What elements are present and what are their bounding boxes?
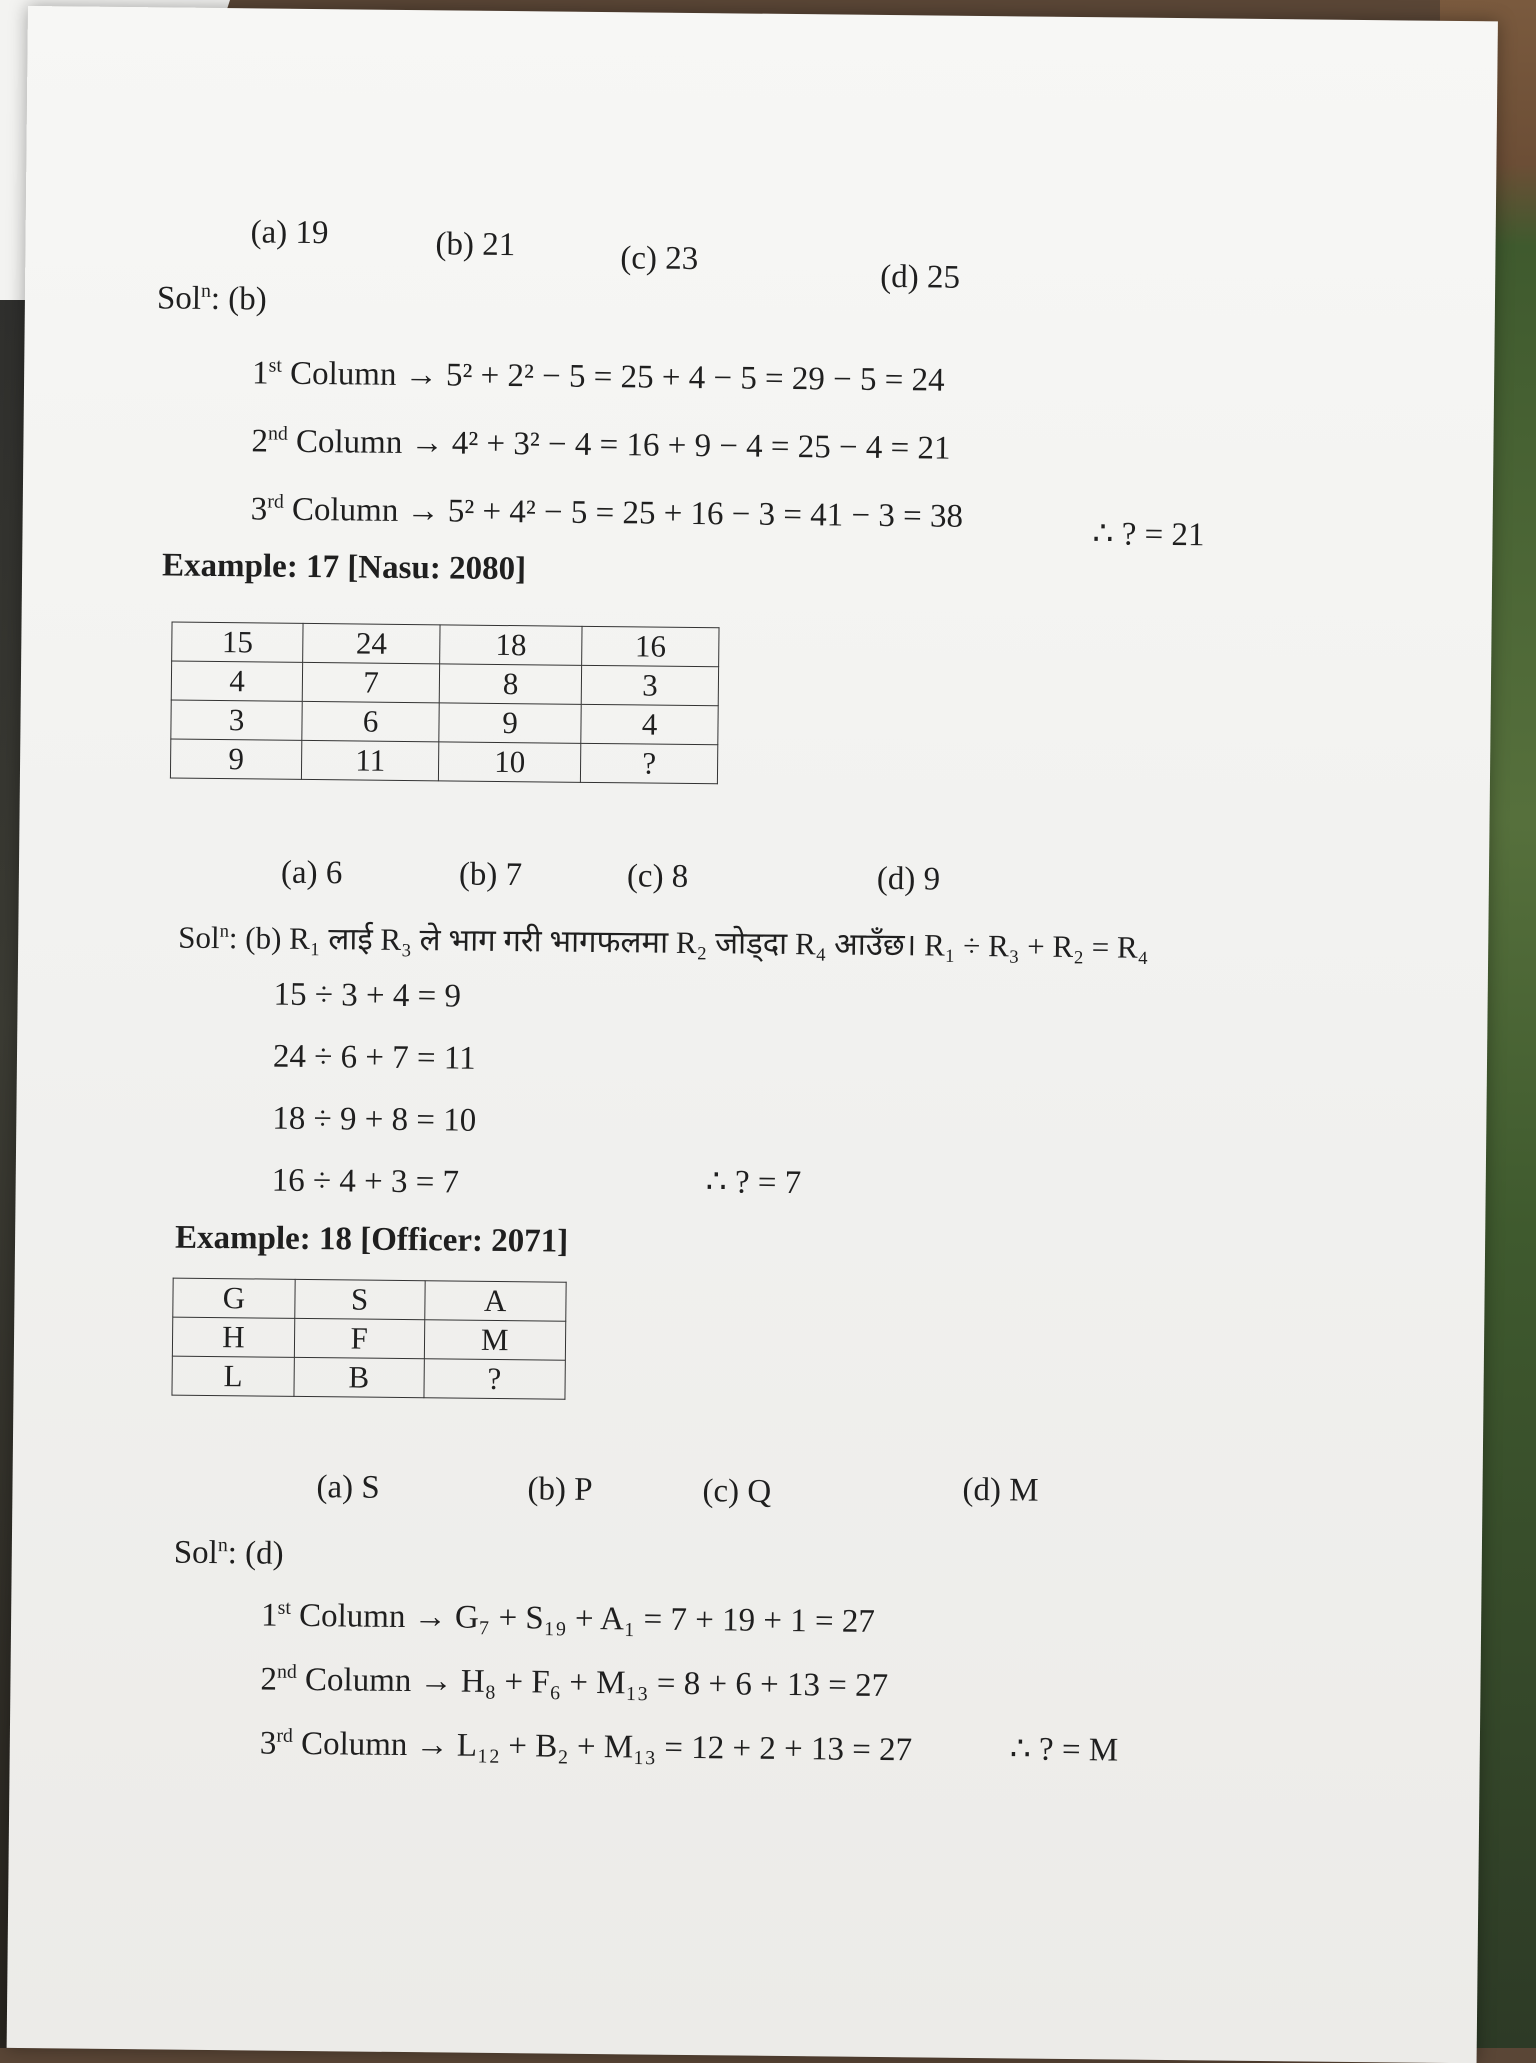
- ex18-therefore: ∴ ? = M: [1009, 1731, 1119, 1769]
- ex17-option-b: (b) 7: [458, 856, 523, 894]
- table-cell: A: [424, 1281, 566, 1321]
- table-cell: 3: [581, 665, 718, 705]
- table-cell: 18: [440, 625, 583, 665]
- table-cell: 24: [303, 623, 440, 663]
- ex17-option-c: (c) 8: [626, 858, 689, 895]
- document-page: [7, 6, 1498, 2063]
- table-row: [170, 739, 717, 784]
- ex16-line-1: 1st Column → 5² + 2² − 5 = 25 + 4 − 5 = 29 − 5 = 24: [251, 354, 945, 399]
- table-row: [171, 700, 718, 745]
- table-cell: M: [424, 1320, 566, 1360]
- table-cell: ?: [423, 1359, 565, 1399]
- ex17-therefore: ∴ ? = 7: [705, 1164, 802, 1202]
- table-cell: F: [294, 1318, 424, 1358]
- table-row: [172, 1356, 565, 1399]
- ex16-solution-label: Sol$^n$: (b): [156, 279, 267, 318]
- ex16-option-d: (d) 25: [880, 258, 961, 296]
- table-cell: 15: [172, 622, 304, 662]
- ex18-table: [171, 1278, 566, 1400]
- ex18-line-2: 2nd Column → H₈ + F₆ + M₁₃ = 8 + 6 + 13 = 27: [260, 1660, 889, 1705]
- table-cell: G: [173, 1278, 295, 1318]
- ex17-line-1: 15 ÷ 3 + 4 = 9: [273, 976, 462, 1015]
- table-row: [172, 1317, 565, 1360]
- ex18-heading: Example: 18 [Officer: 2071]: [174, 1219, 569, 1260]
- ex16-option-a: (a) 19: [250, 214, 329, 252]
- ex16-line-2: 2nd Column → 4² + 3² − 4 = 16 + 9 − 4 = 25 − 4 = 21: [251, 422, 951, 467]
- ex16-option-b: (b) 21: [435, 226, 516, 264]
- ex17-solution: Sol$^n$: (b) R₁ लाई R₃ ले भाग गरी भागफलमा R₂ जोड्दा R₄ आउँछ। R₁ ÷ R₃ + R₂ = R₄: [178, 919, 1149, 965]
- ex17-heading: Example: 17 [Nasu: 2080]: [161, 547, 527, 588]
- ex16-line-3: 3rd Column → 5² + 4² − 5 = 25 + 16 − 3 = 41 − 3 = 38: [250, 490, 964, 535]
- ex18-option-b: (b) P: [527, 1471, 593, 1508]
- ex16-therefore: ∴ ? = 21: [1092, 516, 1205, 554]
- table-cell: 3: [171, 700, 303, 740]
- table-cell: ?: [581, 743, 718, 783]
- table-cell: 7: [302, 662, 439, 702]
- ex17-line-4: 16 ÷ 4 + 3 = 7: [271, 1162, 460, 1201]
- table-cell: 10: [438, 742, 581, 782]
- table-cell: 8: [439, 664, 582, 704]
- table-cell: S: [295, 1279, 425, 1319]
- ex18-line-3: 3rd Column → L₁₂ + B₂ + M₁₃ = 12 + 2 + 13 = 27: [259, 1724, 913, 1769]
- table-row: [172, 622, 719, 667]
- table-cell: L: [172, 1356, 294, 1396]
- ex18-option-a: (a) S: [316, 1469, 380, 1506]
- table-cell: 11: [302, 740, 439, 780]
- table-cell: B: [294, 1357, 424, 1397]
- table-cell: 4: [581, 704, 718, 744]
- ex18-line-1: 1st Column → G₇ + S₁₉ + A₁ = 7 + 19 + 1 = 27: [260, 1596, 876, 1640]
- ex18-option-d: (d) M: [962, 1471, 1039, 1509]
- table-cell: 16: [582, 626, 719, 666]
- table-cell: H: [172, 1317, 294, 1357]
- table-cell: 9: [170, 739, 302, 779]
- ex17-table: [170, 622, 720, 785]
- ex17-option-a: (a) 6: [280, 854, 343, 892]
- table-cell: 6: [302, 701, 439, 741]
- ex17-option-d: (d) 9: [876, 860, 941, 898]
- ex18-solution-label: Sol$^n$: (d): [173, 1534, 284, 1572]
- ex18-option-c: (c) Q: [702, 1473, 772, 1510]
- table-cell: 9: [439, 703, 582, 743]
- table-cell: 4: [171, 661, 303, 701]
- ex16-option-c: (c) 23: [620, 240, 699, 278]
- table-row: [171, 661, 718, 706]
- table-row: [173, 1278, 566, 1321]
- ex17-line-3: 18 ÷ 9 + 8 = 10: [272, 1100, 477, 1139]
- ex17-line-2: 24 ÷ 6 + 7 = 11: [272, 1038, 476, 1077]
